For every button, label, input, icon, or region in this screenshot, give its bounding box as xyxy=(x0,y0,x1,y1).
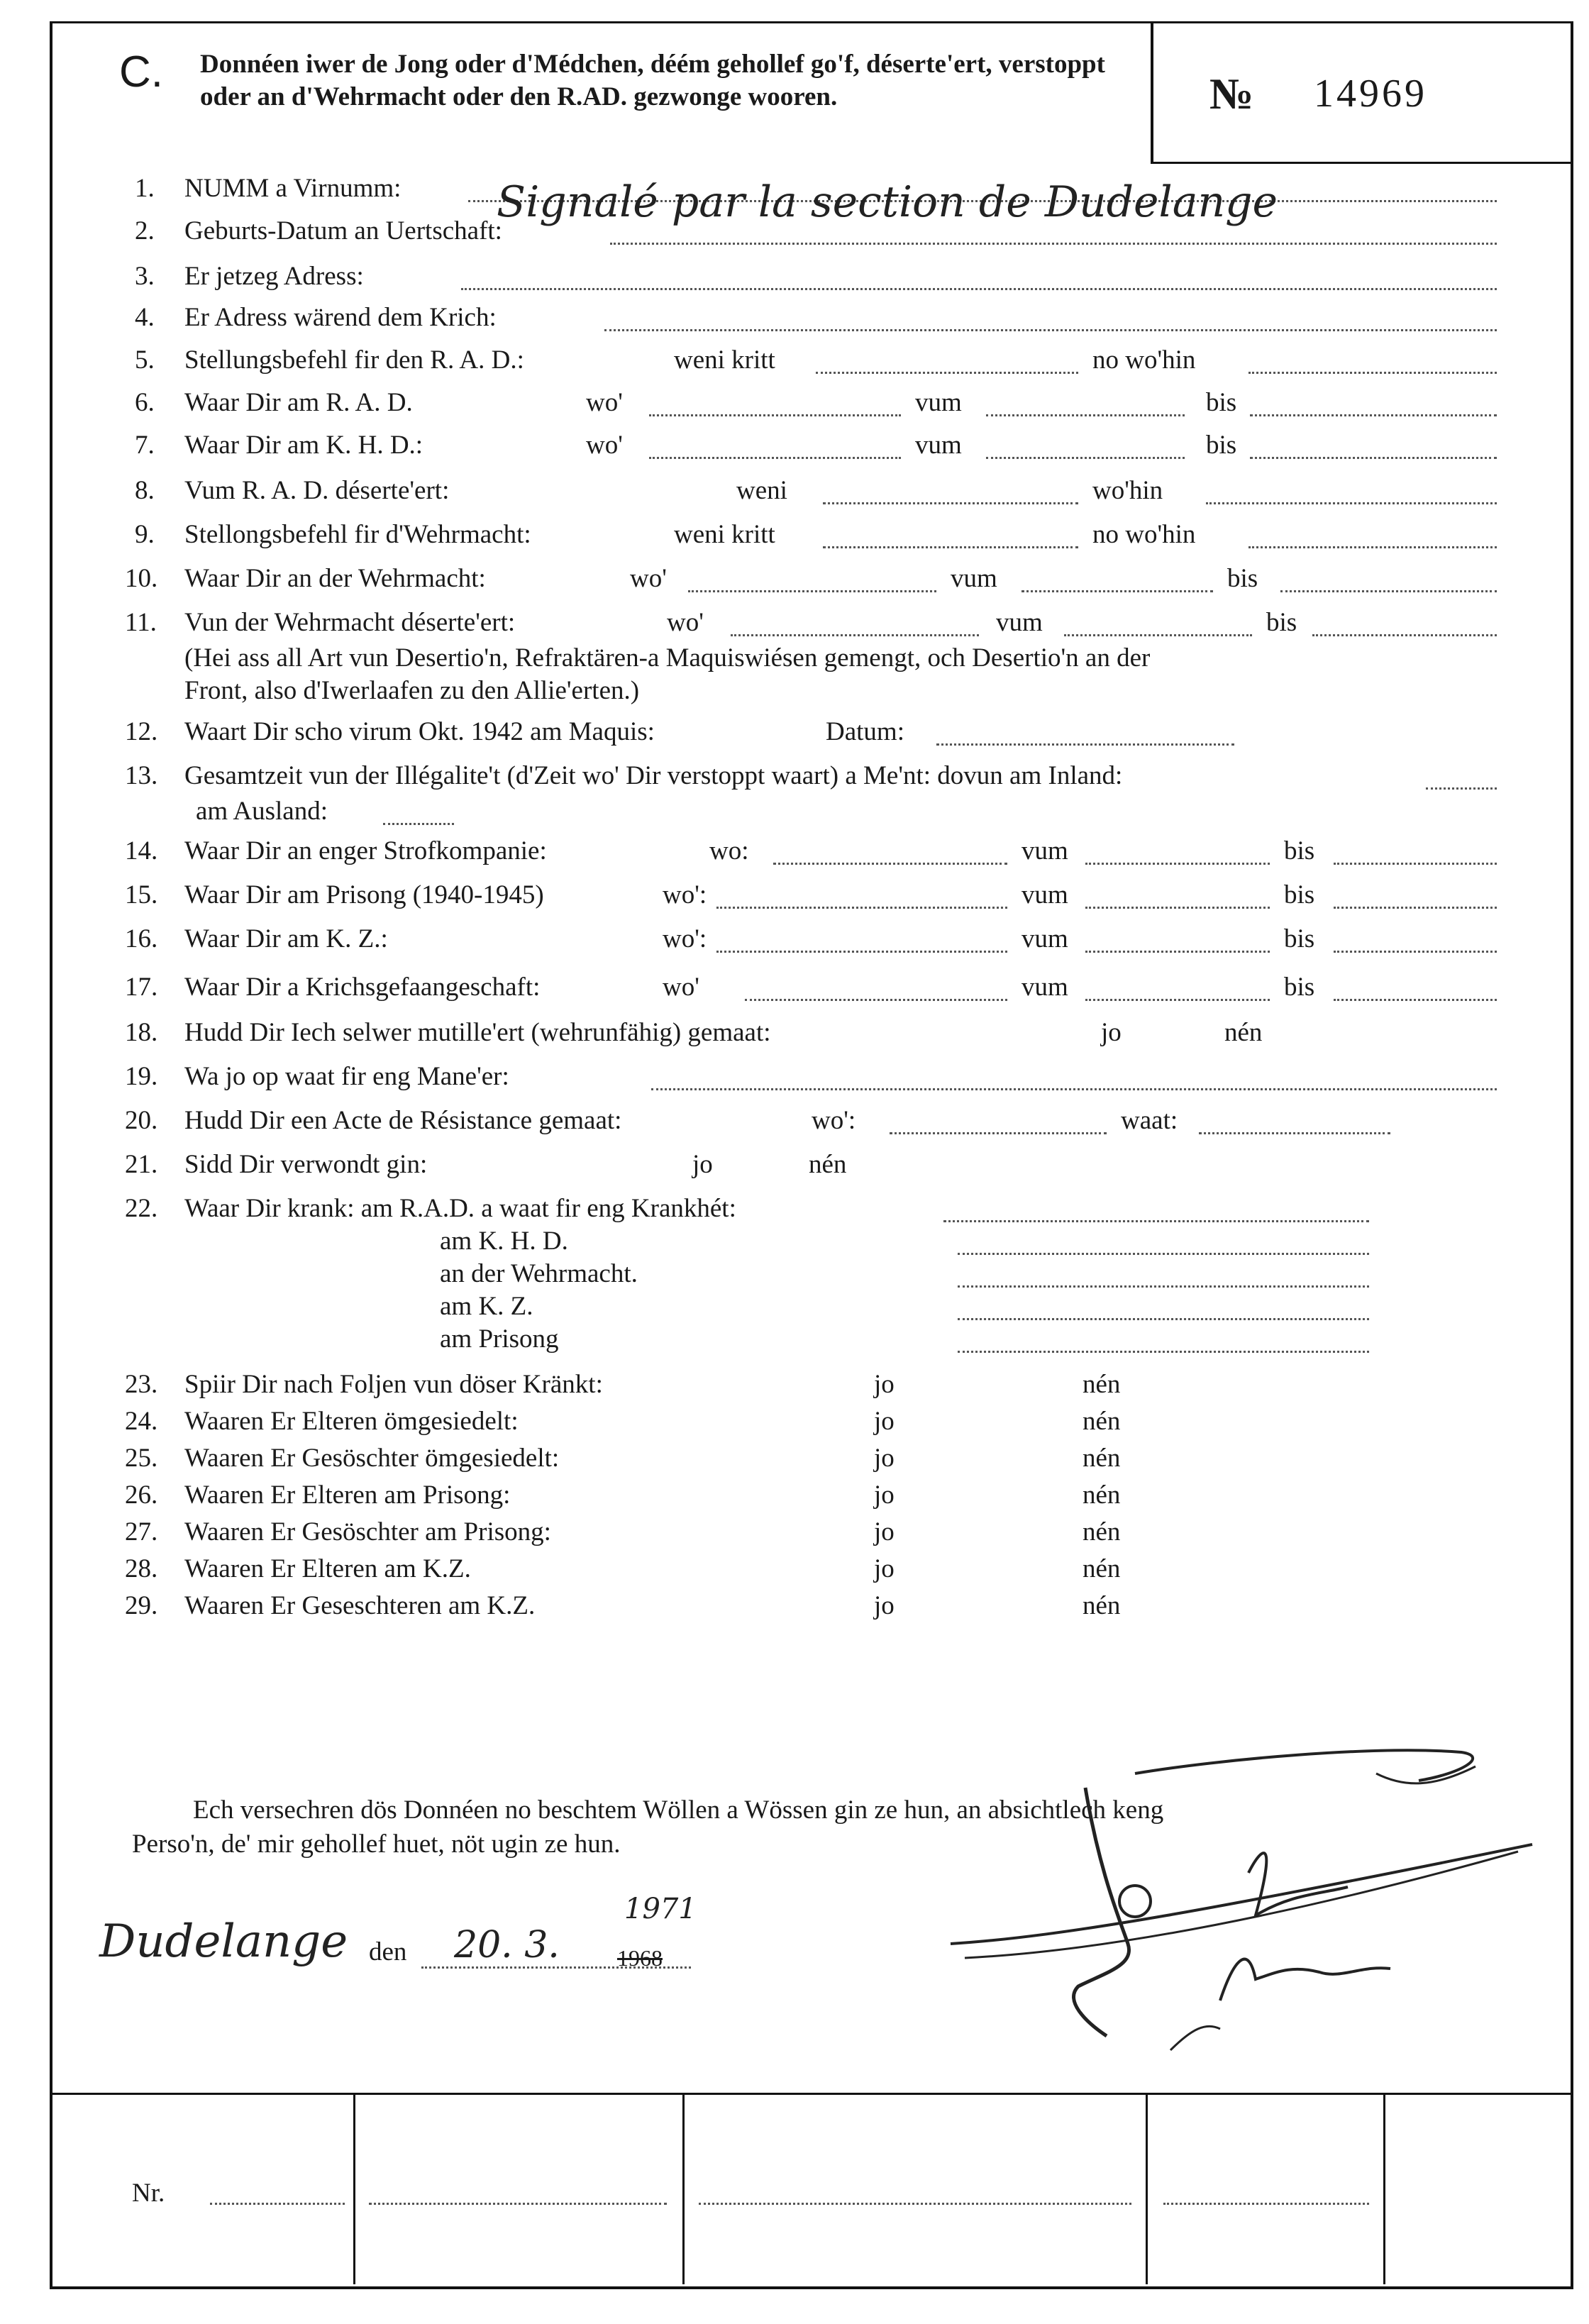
row-24-c1: jo xyxy=(874,1407,895,1436)
declaration-line-1: Ech versechren dös Donnéen no beschtem Wöllen a Wössen gin ze hun, an absichtlech keng xyxy=(193,1795,1164,1825)
row-8-field-2[interactable] xyxy=(1206,502,1497,504)
bottom-dots-4 xyxy=(1163,2203,1369,2205)
row-1-label: NUMM a Virnumm: xyxy=(184,174,402,203)
bottom-table-top-line xyxy=(50,2093,1571,2095)
row-17-number: 17. xyxy=(125,973,158,1002)
row-13-field-1[interactable] xyxy=(1426,787,1497,790)
row-8-field-1[interactable] xyxy=(823,502,1078,504)
row-11-field-2[interactable] xyxy=(1064,634,1252,636)
row-16-c2: vum xyxy=(1022,924,1068,953)
row-14-c1: wo: xyxy=(709,836,749,865)
row-5-label: Stellungsbefehl fir den R. A. D.: xyxy=(184,345,524,375)
row-1-handwritten: Signalé par la section de Dudelange xyxy=(497,177,1278,227)
row-10-c1: wo' xyxy=(630,564,667,593)
row-27-c2: nén xyxy=(1083,1517,1121,1546)
header-number-box-bottom xyxy=(1151,162,1571,164)
row-23-label: Spiir Dir nach Foljen vun döser Kränkt: xyxy=(184,1370,603,1399)
row-15-c2: vum xyxy=(1022,880,1068,909)
row-7-field-1[interactable] xyxy=(649,457,901,459)
row-28-c2: nén xyxy=(1083,1554,1121,1583)
row-15-c1: wo': xyxy=(663,880,707,909)
row-25-number: 25. xyxy=(125,1444,158,1473)
row-25-c1: jo xyxy=(874,1444,895,1473)
row-9-number: 9. xyxy=(135,520,155,549)
row-11-c3: bis xyxy=(1266,608,1297,637)
row-9-c1: weni kritt xyxy=(674,520,775,549)
year-printed: 1968 xyxy=(617,1945,663,1971)
row-14-field-1[interactable] xyxy=(773,863,1007,865)
row-21-c1: jo xyxy=(692,1150,713,1179)
row-24-number: 24. xyxy=(125,1407,158,1436)
row-24-label: Waaren Er Elteren ömgesiedelt: xyxy=(184,1407,519,1436)
row-8-c2: wo'hin xyxy=(1092,476,1163,505)
row-16-c3: bis xyxy=(1284,924,1315,953)
row-11-c2: vum xyxy=(996,608,1043,637)
row-16-c1: wo': xyxy=(663,924,707,953)
date-handwritten: 20. 3. xyxy=(454,1924,560,1966)
row-11-c1: wo' xyxy=(667,608,704,637)
row-5-field-1[interactable] xyxy=(816,372,1078,374)
row-26-number: 26. xyxy=(125,1481,158,1510)
row-23-c1: jo xyxy=(874,1370,895,1399)
row-15-field-3[interactable] xyxy=(1334,907,1497,909)
nr-dots xyxy=(210,2203,345,2205)
row-22-sub-field-1[interactable] xyxy=(958,1253,1369,1255)
row-7-field-3[interactable] xyxy=(1250,457,1497,459)
row-13-number: 13. xyxy=(125,761,158,790)
row-18-label: Hudd Dir Iech selwer mutille'ert (wehrunfähig) gemaat: xyxy=(184,1018,771,1047)
row-27-label: Waaren Er Gesöschter am Prisong: xyxy=(184,1517,551,1546)
row-22-sub-3: am K. Z. xyxy=(440,1292,533,1321)
row-2-field-1[interactable] xyxy=(610,243,1497,245)
row-19-label: Wa jo op waat fir eng Mane'er: xyxy=(184,1062,509,1091)
row-23-c2: nén xyxy=(1083,1370,1121,1399)
row-22-number: 22. xyxy=(125,1194,158,1223)
row-9-field-2[interactable] xyxy=(1248,546,1497,548)
row-25-label: Waaren Er Gesöschter ömgesiedelt: xyxy=(184,1444,560,1473)
row-17-field-2[interactable] xyxy=(1085,999,1270,1001)
row-11-number: 11. xyxy=(125,608,157,637)
row-17-field-3[interactable] xyxy=(1334,999,1497,1001)
row-20-label: Hudd Dir een Acte de Résistance gemaat: xyxy=(184,1106,622,1135)
row-28-number: 28. xyxy=(125,1554,158,1583)
row-11-field-1[interactable] xyxy=(731,634,979,636)
row-11-field-3[interactable] xyxy=(1312,634,1497,636)
row-22-sub-field-2[interactable] xyxy=(958,1285,1369,1288)
row-20-field-2[interactable] xyxy=(1199,1132,1390,1134)
nr-label: Nr. xyxy=(132,2179,165,2208)
row-26-c1: jo xyxy=(874,1481,895,1510)
bottom-dots-2 xyxy=(369,2203,667,2205)
row-11-note-1: (Hei ass all Art vun Desertio'n, Refraktären-a Maquiswiésen gemengt, och Desertio'n an der xyxy=(184,643,1151,673)
row-6-field-3[interactable] xyxy=(1250,414,1497,416)
row-5-c2: no wo'hin xyxy=(1092,345,1196,375)
row-8-number: 8. xyxy=(135,476,155,505)
signature xyxy=(922,1731,1546,2100)
row-5-number: 5. xyxy=(135,345,155,375)
row-2-label: Geburts-Datum an Uertschaft: xyxy=(184,216,502,245)
row-4-field-1[interactable] xyxy=(604,329,1497,331)
row-12-c1: Datum: xyxy=(826,717,904,746)
row-3-number: 3. xyxy=(135,262,155,291)
row-12-field-1[interactable] xyxy=(936,743,1234,746)
row-10-c3: bis xyxy=(1227,564,1258,593)
row-14-c3: bis xyxy=(1284,836,1315,865)
row-26-c2: nén xyxy=(1083,1481,1121,1510)
row-3-label: Er jetzeg Adress: xyxy=(184,262,364,291)
row-7-c2: vum xyxy=(915,431,962,460)
row-10-field-2[interactable] xyxy=(1022,590,1213,592)
row-5-c1: weni kritt xyxy=(674,345,775,375)
row-26-label: Waaren Er Elteren am Prisong: xyxy=(184,1481,511,1510)
row-4-label: Er Adress wärend dem Krich: xyxy=(184,303,497,332)
row-19-number: 19. xyxy=(125,1062,158,1091)
row-16-field-3[interactable] xyxy=(1334,951,1497,953)
row-9-field-1[interactable] xyxy=(823,546,1078,548)
row-3-field-1[interactable] xyxy=(461,288,1497,290)
bottom-col-4 xyxy=(1383,2093,1385,2284)
row-13-line2-field[interactable] xyxy=(383,823,454,825)
row-6-field-1[interactable] xyxy=(649,414,901,416)
row-22-label: Waar Dir krank: am R.A.D. a waat fir eng Krankhét: xyxy=(184,1194,736,1223)
row-29-c2: nén xyxy=(1083,1591,1121,1620)
row-11-label: Vun der Wehrmacht déserte'ert: xyxy=(184,608,516,637)
row-19-field-1[interactable] xyxy=(651,1088,1497,1090)
row-18-number: 18. xyxy=(125,1018,158,1047)
row-20-c1: wo': xyxy=(812,1106,856,1135)
row-13-label: Gesamtzeit vun der Illégalite't (d'Zeit wo' Dir verstoppt waart) a Me'nt: dovun am Inland: xyxy=(184,761,1123,790)
row-5-field-2[interactable] xyxy=(1248,372,1497,374)
row-12-number: 12. xyxy=(125,717,158,746)
row-7-c1: wo' xyxy=(586,431,623,460)
row-10-field-3[interactable] xyxy=(1280,590,1497,592)
row-14-field-3[interactable] xyxy=(1334,863,1497,865)
header-title: Donnéen iwer de Jong oder d'Médchen, déém gehollef go'f, déserte'ert, verstoppt oder an d'Wehrmacht oder den R.AD. gezwonge wooren. xyxy=(200,50,1105,111)
row-14-number: 14. xyxy=(125,836,158,865)
row-29-label: Waaren Er Geseschteren am K.Z. xyxy=(184,1591,536,1620)
row-7-number: 7. xyxy=(135,431,155,460)
row-22-sub-field-3[interactable] xyxy=(958,1318,1369,1320)
row-29-c1: jo xyxy=(874,1591,895,1620)
row-16-number: 16. xyxy=(125,924,158,953)
row-6-c3: bis xyxy=(1206,388,1237,417)
row-9-label: Stellongsbefehl fir d'Wehrmacht: xyxy=(184,520,531,549)
bottom-col-2 xyxy=(682,2093,685,2284)
row-28-label: Waaren Er Elteren am K.Z. xyxy=(184,1554,471,1583)
row-6-c2: vum xyxy=(915,388,962,417)
year-handwritten: 1971 xyxy=(624,1893,697,1925)
row-13-line-2: am Ausland: xyxy=(196,797,328,826)
row-10-label: Waar Dir an der Wehrmacht: xyxy=(184,564,486,593)
row-7-c3: bis xyxy=(1206,431,1237,460)
row-15-field-1[interactable] xyxy=(716,907,1007,909)
row-20-number: 20. xyxy=(125,1106,158,1135)
row-2-number: 2. xyxy=(135,216,155,245)
row-8-label: Vum R. A. D. déserte'ert: xyxy=(184,476,450,505)
bottom-dots-3 xyxy=(699,2203,1131,2205)
row-17-c1: wo' xyxy=(663,973,699,1002)
row-6-field-2[interactable] xyxy=(986,414,1185,416)
row-8-c1: weni xyxy=(736,476,787,505)
row-7-field-2[interactable] xyxy=(986,457,1185,459)
row-14-label: Waar Dir an enger Strofkompanie: xyxy=(184,836,547,865)
number-symbol: № xyxy=(1209,70,1254,118)
row-11-note-2: Front, also d'Iwerlaafen zu den Allie'erten.) xyxy=(184,676,640,705)
row-12-label: Waart Dir scho virum Okt. 1942 am Maquis: xyxy=(184,717,655,746)
row-6-c1: wo' xyxy=(586,388,623,417)
row-4-number: 4. xyxy=(135,303,155,332)
row-21-label: Sidd Dir verwondt gin: xyxy=(184,1150,428,1179)
row-10-c2: vum xyxy=(951,564,997,593)
row-20-c2: waat: xyxy=(1121,1106,1178,1135)
row-16-label: Waar Dir am K. Z.: xyxy=(184,924,388,953)
row-22-field-1[interactable] xyxy=(943,1220,1369,1222)
row-15-field-2[interactable] xyxy=(1085,907,1270,909)
den-label: den xyxy=(369,1937,407,1966)
row-22-sub-2: an der Wehrmacht. xyxy=(440,1259,638,1288)
row-25-c2: nén xyxy=(1083,1444,1121,1473)
row-21-c2: nén xyxy=(809,1150,847,1179)
place-handwritten: Dudelange xyxy=(99,1915,348,1968)
row-22-sub-field-4[interactable] xyxy=(958,1351,1369,1353)
row-15-label: Waar Dir am Prisong (1940-1945) xyxy=(184,880,544,909)
section-letter: C. xyxy=(119,48,163,96)
row-14-c2: vum xyxy=(1022,836,1068,865)
row-16-field-1[interactable] xyxy=(716,951,1007,953)
row-15-number: 15. xyxy=(125,880,158,909)
row-17-c2: vum xyxy=(1022,973,1068,1002)
row-23-number: 23. xyxy=(125,1370,158,1399)
bottom-col-3 xyxy=(1146,2093,1148,2284)
row-7-label: Waar Dir am K. H. D.: xyxy=(184,431,423,460)
row-9-c2: no wo'hin xyxy=(1092,520,1196,549)
row-18-c1: jo xyxy=(1101,1018,1122,1047)
row-1-number: 1. xyxy=(135,174,155,203)
declaration-line-2: Perso'n, de' mir gehollef huet, nöt ugin ze hun. xyxy=(132,1830,621,1859)
row-28-c1: jo xyxy=(874,1554,895,1583)
header-divider xyxy=(1151,21,1153,163)
row-17-field-1[interactable] xyxy=(745,999,1007,1001)
row-27-number: 27. xyxy=(125,1517,158,1546)
row-17-label: Waar Dir a Krichsgefaangeschaft: xyxy=(184,973,541,1002)
row-15-c3: bis xyxy=(1284,880,1315,909)
row-18-c2: nén xyxy=(1224,1018,1263,1047)
row-21-number: 21. xyxy=(125,1150,158,1179)
row-22-sub-1: am K. H. D. xyxy=(440,1227,568,1256)
row-22-sub-4: am Prisong xyxy=(440,1324,559,1354)
form-number: 14969 xyxy=(1314,72,1427,116)
row-6-number: 6. xyxy=(135,388,155,417)
row-10-field-1[interactable] xyxy=(688,590,936,592)
row-29-number: 29. xyxy=(125,1591,158,1620)
row-10-number: 10. xyxy=(125,564,158,593)
row-24-c2: nén xyxy=(1083,1407,1121,1436)
row-20-field-1[interactable] xyxy=(890,1132,1107,1134)
row-14-field-2[interactable] xyxy=(1085,863,1270,865)
row-27-c1: jo xyxy=(874,1517,895,1546)
bottom-col-1 xyxy=(353,2093,355,2284)
row-17-c3: bis xyxy=(1284,973,1315,1002)
row-6-label: Waar Dir am R. A. D. xyxy=(184,388,413,417)
row-16-field-2[interactable] xyxy=(1085,951,1270,953)
